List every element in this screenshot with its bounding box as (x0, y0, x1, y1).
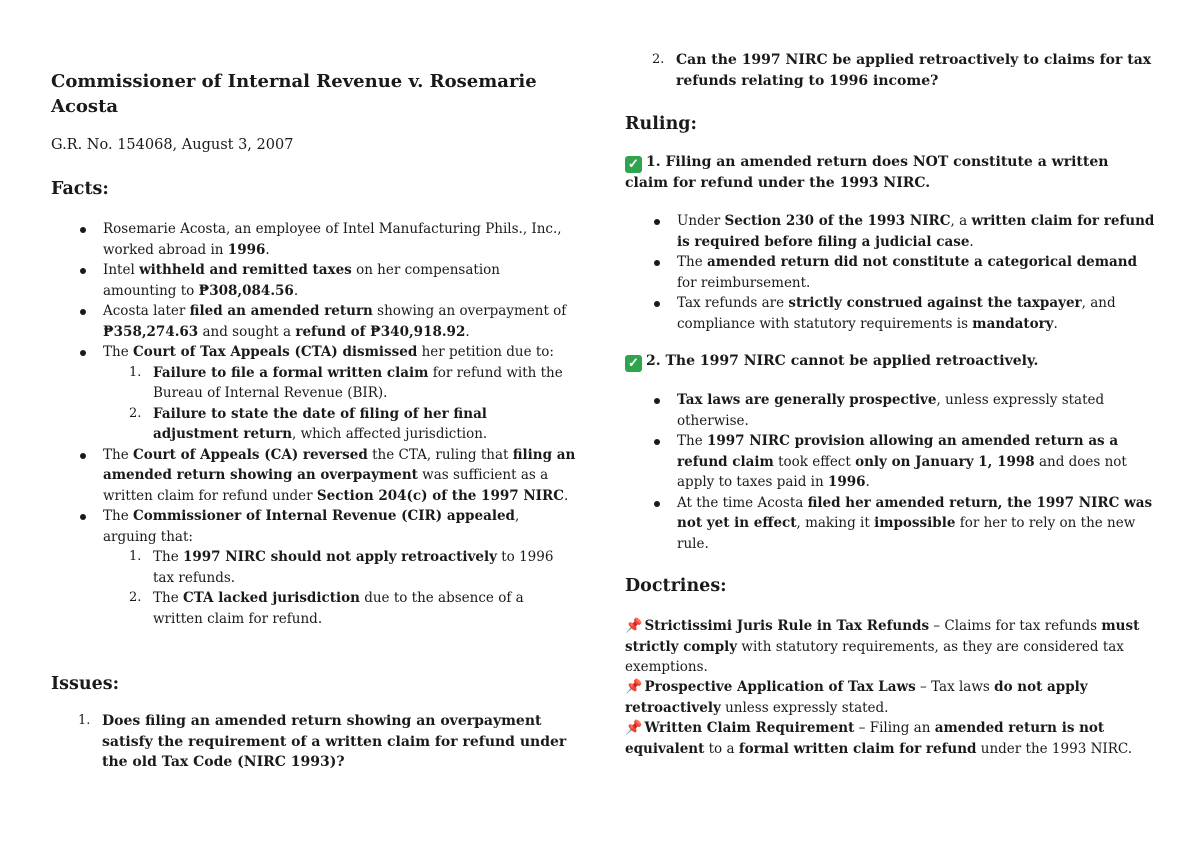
list-item: 1. Does filing an amended return showing an overpayment satisfy the requirement of a written claim for refund under the old Tax Code (NIRC 1993)? (78, 713, 567, 770)
list-item: The 1997 NIRC provision allowing an amended return as a refund claim took effect only on January 1, 1998 and does not apply to taxes paid in 1996. (625, 431, 1155, 493)
issues-list-continued (625, 50, 1155, 91)
ruling-1-list (625, 211, 1155, 334)
list-item: 2. The CTA lacked jurisdiction due to the absence of a written claim for refund. (129, 590, 524, 627)
list-item: Rosemarie Acosta, an employee of Intel Manufacturing Phils., Inc., worked abroad in 1996. (51, 219, 576, 260)
ruling-heading: Ruling: (625, 114, 697, 134)
case-citation: G.R. No. 154068, August 3, 2007 (51, 137, 294, 153)
doctrine-2: 📌 Prospective Application of Tax Laws – Tax laws do not apply retroactively unless expressly stated. (625, 679, 1088, 716)
list-item: 1. The 1997 NIRC should not apply retroactively to 1996 tax refunds. (129, 549, 554, 586)
list-item: The Commissioner of Internal Revenue (CIR) appealed, arguing that: 1. The 1997 NIRC should not apply retroactively to 1996 tax refunds. 2. The CTA lacked jurisdiction due to the absence of a written claim for refund. (51, 506, 576, 629)
pushpin-icon: 📌 (625, 679, 643, 695)
sublist (103, 547, 576, 629)
ruling-2-heading: ✓ 2. The 1997 NIRC cannot be applied retroactively. (625, 351, 1145, 372)
ruling-1-heading: ✓ 1. Filing an amended return does NOT constitute a written claim for refund under the 1993 NIRC. (625, 154, 1109, 191)
check-mark-icon: ✓ (625, 355, 642, 372)
list-item: At the time Acosta filed her amended return, the 1997 NIRC was not yet in effect, making it impossible for her to rely on the new rule. (625, 493, 1155, 555)
list-item: 1. Failure to file a formal written claim for refund with the Bureau of Internal Revenue (BIR). (129, 364, 563, 401)
sublist (103, 363, 576, 445)
check-mark-icon: ✓ (625, 156, 642, 173)
case-title: Commissioner of Internal Revenue v. Rosemarie Acosta (51, 71, 537, 117)
pushpin-icon: 📌 (625, 618, 643, 634)
list-item: The Court of Tax Appeals (CTA) dismissed her petition due to: 1. Failure to file a formal written claim for refund with the Bureau of Internal Revenue (BIR). 2. Failure to state the date of filing of her final adjustment return, which affected jurisdiction. (51, 342, 576, 445)
doctrine-3: 📌 Written Claim Requirement – Filing an amended return is not equivalent to a formal written claim for refund under the 1993 NIRC. (625, 720, 1133, 757)
list-item: The amended return did not constitute a categorical demand for reimbursement. (625, 252, 1155, 293)
list-item: Intel withheld and remitted taxes on her compensation amounting to ₱308,084.56. (51, 260, 576, 301)
facts-heading: Facts: (51, 179, 109, 199)
issues-heading: Issues: (51, 674, 120, 694)
list-item: The Court of Appeals (CA) reversed the CTA, ruling that filing an amended return showing an overpayment was sufficient as a written claim for refund under Section 204(c) of the 1997 NIRC. (51, 445, 576, 507)
list-item: Under Section 230 of the 1993 NIRC, a written claim for refund is required before filing a judicial case. (625, 211, 1155, 252)
doctrine-1: 📌 Strictissimi Juris Rule in Tax Refunds – Claims for tax refunds must strictly comply with statutory requirements, as they are considered tax exemptions. (625, 618, 1140, 675)
list-item: 2. Failure to state the date of filing of her final adjustment return, which affected jurisdiction. (129, 405, 488, 442)
list-item: Acosta later filed an amended return showing an overpayment of ₱358,274.63 and sought a refund of ₱340,918.92. (51, 301, 576, 342)
list-item: Tax laws are generally prospective, unless expressly stated otherwise. (625, 390, 1155, 431)
issues-list (51, 711, 576, 773)
list-item: Tax refunds are strictly construed against the taxpayer, and compliance with statutory requirements is mandatory. (625, 293, 1155, 334)
doctrines-heading: Doctrines: (625, 576, 727, 596)
list-item: 2. Can the 1997 NIRC be applied retroactively to claims for tax refunds relating to 1996 income? (652, 52, 1152, 89)
pushpin-icon: 📌 (625, 720, 643, 736)
facts-list (51, 219, 576, 629)
ruling-2-list (625, 390, 1155, 554)
